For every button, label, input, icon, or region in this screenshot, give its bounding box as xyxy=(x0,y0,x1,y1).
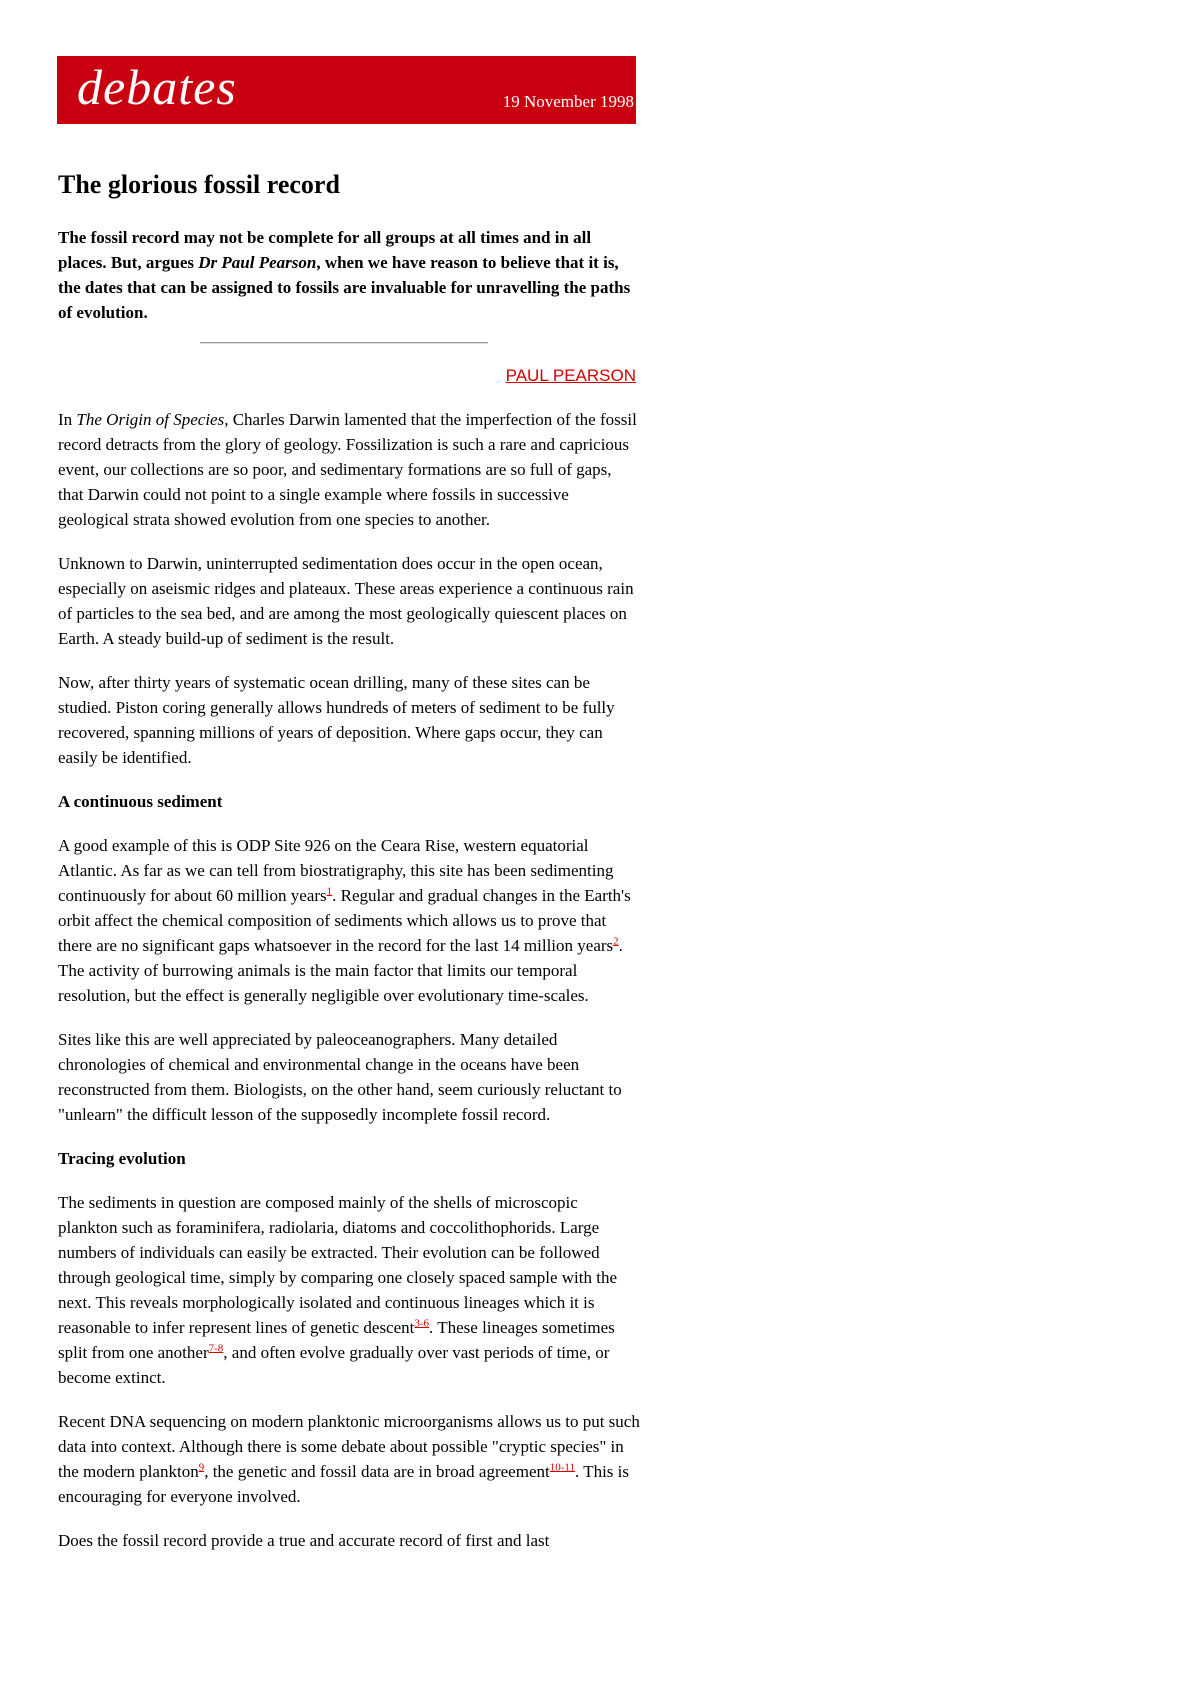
reference-link[interactable]: 9 xyxy=(198,1461,205,1474)
paragraph: Unknown to Darwin, uninterrupted sedimentation does occur in the open ocean, especially on aseismic ridges and plateaux. These areas experience a continuous rain of particles to the sea bed, and are among the most geologically quiescent places on Earth. A steady build-up of sediment is the result. xyxy=(58,554,634,648)
reference-link[interactable]: 1 xyxy=(326,885,333,898)
subheading-tracing-evolution: Tracing evolution xyxy=(58,1149,186,1168)
book-title: The Origin of Species xyxy=(76,410,225,429)
publication-date: 19 November 1998 xyxy=(502,92,634,111)
standfirst-author: Dr Paul Pearson xyxy=(198,253,317,272)
section-title: debates xyxy=(77,59,237,115)
paragraph: A good example of this is ODP Site 926 on the Ceara Rise, western equatorial Atlantic. As far as we can tell from biostratigraphy, this site has been sedimenting continuously for about 60 million years$^1$. Regular and gradual changes in the Earth's orbit affect the chemical composition of sediments which allows us to prove that there are no significant gaps whatsoever in the record for the last 14 million years$^2$. The activity of burrowing animals is the main factor that limits our temporal resolution, but the effect is generally negligible over evolutionary time-scales. xyxy=(58,836,631,1005)
article-body xyxy=(58,407,640,1572)
subheading-continuous-sediment: A continuous sediment xyxy=(58,792,223,811)
paragraph: Sites like this are well appreciated by paleoceanographers. Many detailed chronologies of chemical and environmental change in the oceans have been reconstructed from them. Biologists, on the other hand, seem curiously reluctant to "unlearn" the difficult lesson of the supposedly incomplete fossil record. xyxy=(58,1030,622,1124)
paragraph: Does the fossil record provide a true and accurate record of first and last xyxy=(58,1531,550,1550)
paragraph: Recent DNA sequencing on modern planktonic microorganisms allows us to put such data into context. Although there is some debate about possible "cryptic species" in the modern plankton$^9$, the genetic and fossil data are in broad agreement$^{10-11}$. This is encouraging for everyone involved. xyxy=(58,1412,640,1506)
section-banner xyxy=(57,56,636,124)
standfirst: The fossil record may not be complete for all groups at all times and in all places. But, argues Dr Paul Pearson, when we have reason to believe that it is, the dates that can be assigned to fossils are invaluable for unravelling the paths of evolution. xyxy=(58,228,631,322)
article-title: The glorious fossil record xyxy=(58,170,340,199)
divider xyxy=(200,342,488,344)
paragraph: Now, after thirty years of systematic ocean drilling, many of these sites can be studied. Piston coring generally allows hundreds of meters of sediment to be fully recovered, spanning millions of years of deposition. Where gaps occur, they can easily be identified. xyxy=(58,673,615,767)
reference-link[interactable]: 10-11 xyxy=(549,1461,575,1474)
reference-link[interactable]: 2 xyxy=(613,935,619,948)
reference-link[interactable]: 3-6 xyxy=(414,1317,430,1330)
reference-link[interactable]: 7-8 xyxy=(208,1342,224,1355)
paragraph: The sediments in question are composed mainly of the shells of microscopic plankton such as foraminifera, radiolaria, diatoms and coccolithophorids. Large numbers of individuals can easily be extracted. Their evolution can be followed through geological time, simply by comparing one closely spaced sample with the next. This reveals morphologically isolated and continuous lineages which it is reasonable to infer represent lines of genetic descent$^{3-6}$. These lineages sometimes split from one another$^{7-8}$, and often evolve gradually over vast periods of time, or become extinct. xyxy=(58,1193,617,1387)
paragraph: In The Origin of Species, Charles Darwin lamented that the imperfection of the fossil record detracts from the glory of geology. Fossilization is such a rare and capricious event, our collections are so poor, and sedimentary formations are so full of gaps, that Darwin could not point to a single example where fossils in successive geological strata showed evolution from one species to another. xyxy=(58,410,637,529)
byline-link[interactable]: PAUL PEARSON xyxy=(505,366,636,385)
